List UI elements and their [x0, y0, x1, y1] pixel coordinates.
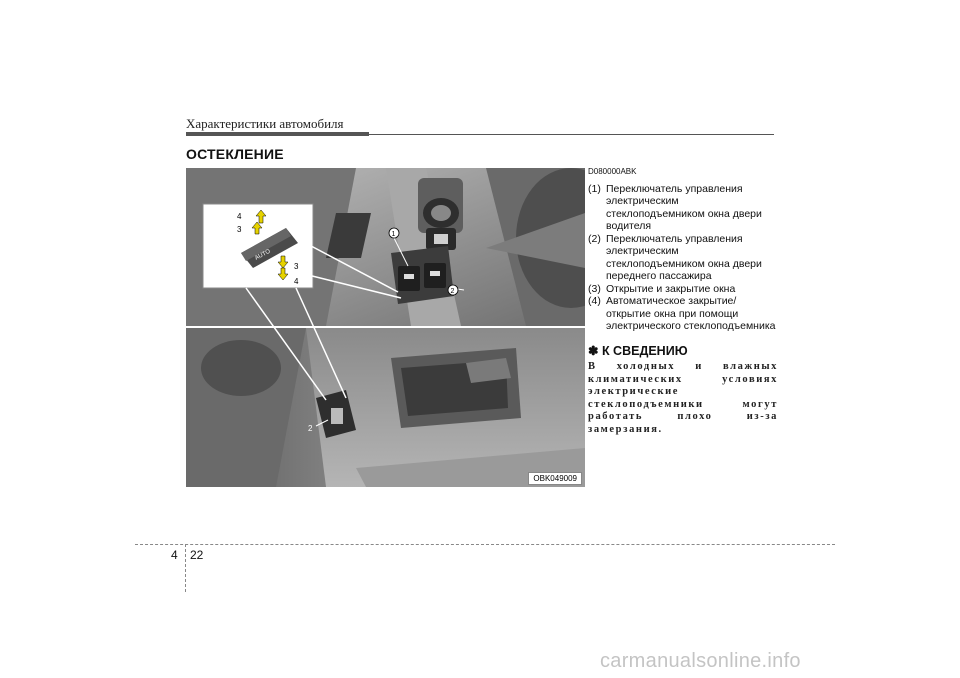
- list-item-number: (3): [588, 282, 601, 295]
- text-column: [588, 166, 778, 436]
- list-item: [588, 295, 778, 333]
- note-body: В холодных и влажных климатических условиях электрические стеклоподъемники могут работать плохо из-за замерзания.: [588, 361, 778, 435]
- list-item: [588, 183, 778, 233]
- list-item-text: Переключатель управления электрическим стеклоподъемником окна двери переднего пассажира: [606, 232, 762, 282]
- header-rule-thick: [186, 132, 369, 136]
- footer-rule: [135, 544, 835, 545]
- list-item-text: Автоматическое закрытие/открытие окна при помощи электрического стеклоподъемника: [606, 295, 776, 332]
- doc-code: D080000ABK: [588, 167, 637, 176]
- section-title: ОСТЕКЛЕНИЕ: [186, 146, 284, 162]
- list-item: [588, 283, 778, 296]
- list-item-text: Открытие и закрытие окна: [606, 282, 736, 295]
- auto-label: AUTO: [254, 248, 272, 262]
- door-illustration: [186, 168, 585, 487]
- list-item: [588, 233, 778, 283]
- footer-vertical-rule: [185, 544, 186, 592]
- header-title: Характеристики автомобиля: [186, 116, 344, 131]
- page-number: 22: [190, 548, 204, 562]
- callout-3-bottom: 3: [294, 262, 299, 271]
- callout-circle-2: 2: [450, 288, 455, 295]
- callout-circle-1: 1: [391, 231, 396, 238]
- page-chapter: 4: [171, 548, 178, 562]
- list-item-text: Переключатель управления электрическим стеклоподъемником окна двери водителя: [606, 182, 762, 232]
- callout-4-bottom: 4: [294, 277, 299, 286]
- figure-code: OBK049009: [528, 472, 582, 485]
- watermark-text: carmanualsonline.info: [600, 650, 801, 672]
- note-title: ✽ К СВЕДЕНИЮ: [588, 343, 688, 358]
- list-item-number: (1): [588, 182, 601, 195]
- list-item-number: (2): [588, 232, 601, 245]
- callout-4-top: 4: [237, 212, 242, 221]
- list-item-number: (4): [588, 295, 601, 307]
- callout-3-top: 3: [237, 225, 242, 234]
- callout-lower-2: 2: [308, 424, 313, 433]
- header-rule-thin: [369, 134, 774, 135]
- window-switch-figure: [186, 168, 585, 487]
